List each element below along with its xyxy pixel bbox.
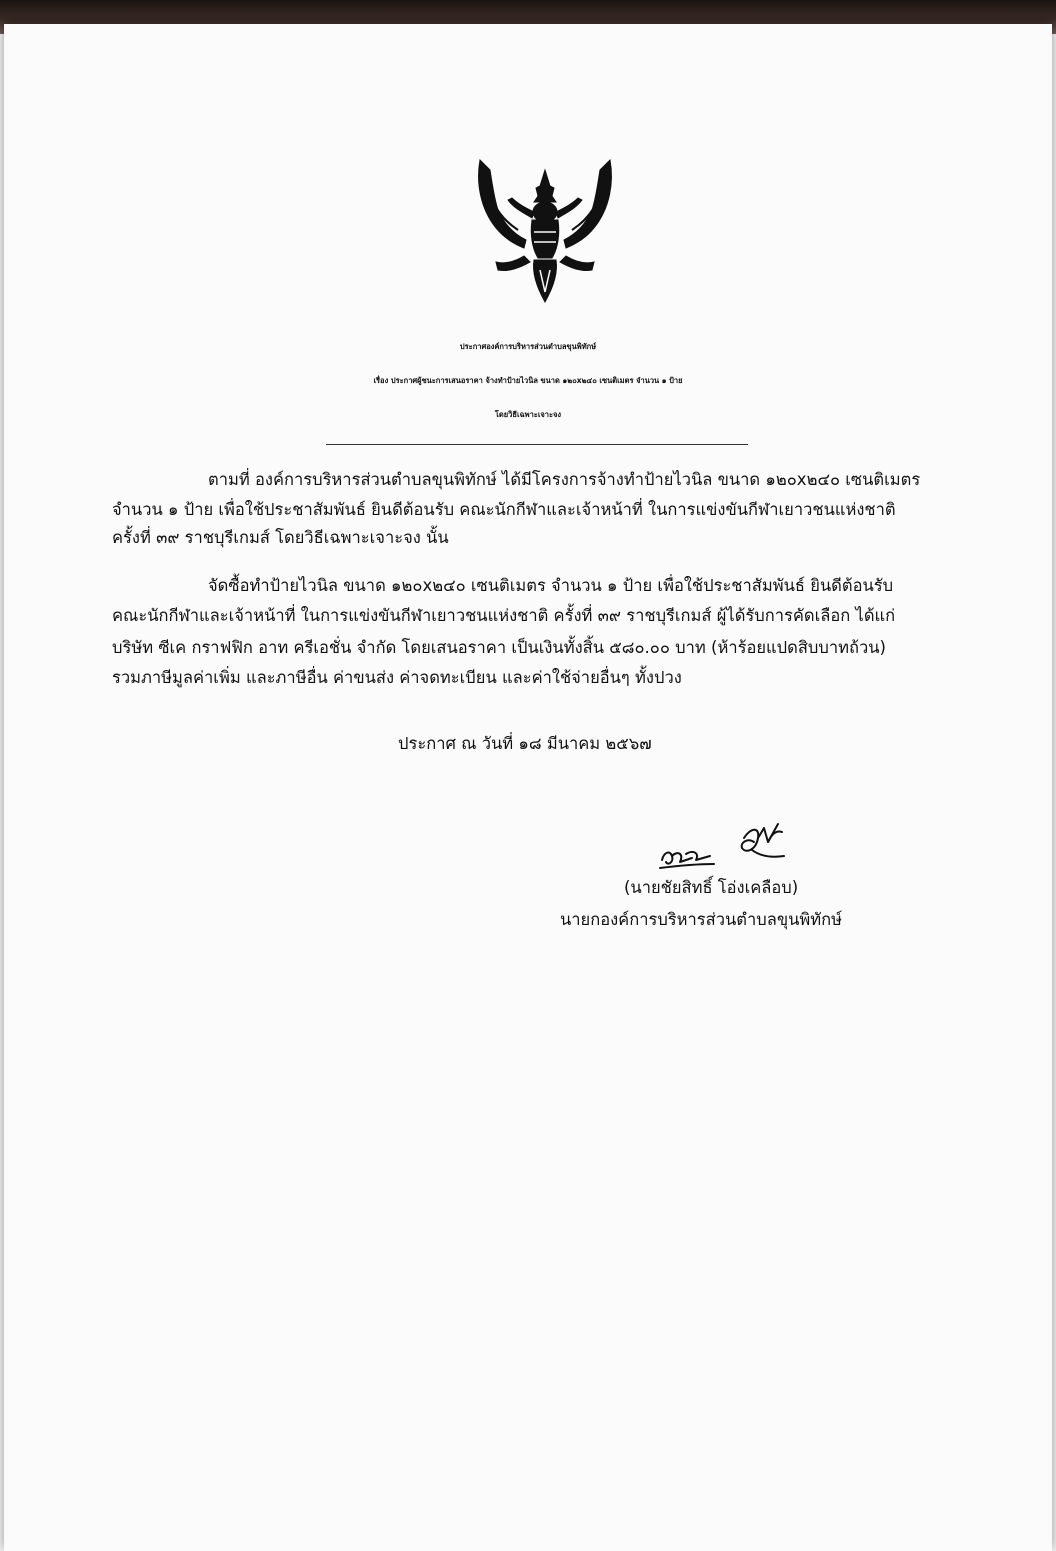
paragraph2-line1: จัดซื้อทำป้ายไวนิล ขนาด ๑๒๐x๒๔๐ เซนติเมตร จำนวน ๑ ป้าย เพื่อใช้ประชาสัมพันธ์ ยินดีต้อนรับ — [208, 576, 894, 595]
signatory-name: (นายชัยสิทธิ์ โอ่งเคลือบ) — [624, 878, 799, 897]
paragraph1-line3: ครั้งที่ ๓๙ ราชบุรีเกมส์ โดยวิธีเฉพาะเจาะจง นั้น — [112, 528, 449, 547]
handwritten-signature — [656, 820, 806, 876]
document-subject: เรื่อง ประกาศผู้ชนะการเสนอราคา จ้างทำป้ายไวนิล ขนาด ๑๒๐x๒๔๐ เซนติเมตร จำนวน ๑ ป้าย — [373, 376, 683, 385]
garuda-emblem-icon — [474, 152, 616, 310]
paragraph2-line3: บริษัท ซีเค กราฟฟิก อาท ครีเอชั่น จำกัด โดยเสนอราคา เป็นเงินทั้งสิ้น ๕๘๐.๐๐ บาท (ห้าร้อยแปดสิบบาทถ้วน) — [112, 638, 886, 657]
paragraph1-line1: ตามที่ องค์การบริหารส่วนตำบลขุนพิทักษ์ ได้มีโครงการจ้างทำป้ายไวนิล ขนาด ๑๒๐x๒๔๐ เซนติเมตร — [208, 470, 921, 489]
paragraph1-line2: จำนวน ๑ ป้าย เพื่อใช้ประชาสัมพันธ์ ยินดีต้อนรับ คณะนักกีฬาและเจ้าหน้าที่ ในการแข่งขันกีฬาเยาวชนแห่งชาติ — [112, 500, 896, 519]
announce-date: ประกาศ ณ วันที่ ๑๘ มีนาคม ๒๕๖๗ — [398, 734, 652, 753]
signatory-title: นายกองค์การบริหารส่วนตำบลขุนพิทักษ์ — [560, 910, 843, 929]
paragraph2-line2: คณะนักกีฬาและเจ้าหน้าที่ ในการแข่งขันกีฬาเยาวชนแห่งชาติ ครั้งที่ ๓๙ ราชบุรีเกมส์ ผู้ได้รับการคัดเลือก ได้แก่ — [112, 606, 896, 625]
heading-divider — [326, 444, 748, 445]
procurement-method: โดยวิธีเฉพาะเจาะจง — [494, 410, 562, 419]
paragraph2-line4: รวมภาษีมูลค่าเพิ่ม และภาษีอื่น ค่าขนส่ง ค่าจดทะเบียน และค่าใช้จ่ายอื่นๆ ทั้งปวง — [112, 668, 682, 687]
document-title: ประกาศองค์การบริหารส่วนตำบลขุนพิทักษ์ — [459, 342, 597, 351]
